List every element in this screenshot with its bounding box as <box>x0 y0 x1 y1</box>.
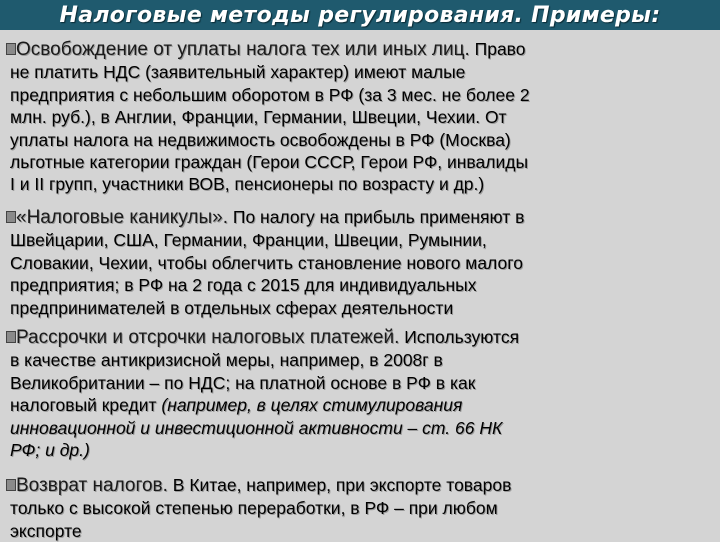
bullet-line <box>6 394 714 416</box>
bullet-heading: «Налоговые каникулы». <box>16 207 228 228</box>
bullet-text: Используются <box>399 327 520 347</box>
bullet-tax-refund <box>6 474 714 542</box>
bullet-text: налоговый кредит <box>10 395 157 416</box>
bullet-marker-icon <box>6 43 16 55</box>
bullet-line: не платить НДС (заявительный характер) имеют малые <box>10 62 466 83</box>
bullet-line <box>6 474 714 497</box>
bullet-text: В Китае, например, при экспорте товаров <box>167 475 512 495</box>
bullet-marker-icon <box>6 479 16 491</box>
bullet-line: инновационной и инвестиционной активности – ст. 66 НК <box>10 417 503 438</box>
bullet-line: I и II групп, участники ВОВ, пенсионеры по возрасту и др.) <box>10 174 485 195</box>
bullet-line: Великобритании – по НДС; на платной основе в РФ в как <box>10 372 476 393</box>
bullet-line: только с высокой степенью переработки, в РФ – при любом <box>10 498 498 519</box>
slide-title: Налоговые методы регулирования. Примеры: <box>59 2 661 28</box>
bullet-line <box>6 206 714 229</box>
bullet-line: уплаты налога на недвижимость освобождены в РФ (Москва) <box>10 129 511 150</box>
bullet-installments-deferrals <box>6 326 714 461</box>
bullet-line: Швейцарии, США, Германии, Франции, Швеции, Румынии, <box>10 230 487 251</box>
bullet-line: предприятия с небольшим оборотом в РФ (за 3 мес. не более 2 <box>10 84 530 105</box>
bullet-line: предпринимателей в отдельных сферах деятельности <box>10 297 454 318</box>
bullet-line: в качестве антикризисной меры, например, в 2008г в <box>10 350 443 371</box>
bullet-line <box>6 38 714 61</box>
bullet-italic-text: (например, в целях стимулирования <box>156 395 463 416</box>
bullet-line: предприятия; в РФ на 2 года с 2015 для индивидуальных <box>10 275 477 296</box>
bullet-line: Словакии, Чехии, чтобы облегчить становление нового малого <box>10 252 523 273</box>
bullet-line: экспорте <box>10 520 82 541</box>
bullet-heading: Освобождение от уплаты налога тех или иных лиц. <box>16 39 470 60</box>
bullet-line <box>6 326 714 349</box>
bullet-marker-icon <box>6 331 16 343</box>
bullet-line: РФ; и др.) <box>10 440 90 461</box>
bullet-heading: Возврат налогов. <box>16 475 168 496</box>
bullet-marker-icon <box>6 211 16 223</box>
slide-title-bar <box>0 0 720 30</box>
bullet-tax-exemption <box>6 38 714 196</box>
bullet-line: млн. руб.), в Англии, Франции, Германии, Швеции, Чехии. От <box>10 107 507 128</box>
bullet-text: Право <box>469 39 526 59</box>
bullet-tax-holidays <box>6 206 714 319</box>
bullet-heading: Рассрочки и отсрочки налоговых платежей. <box>16 327 400 348</box>
bullet-line: льготные категории граждан (Герои СССР, Герои РФ, инвалиды <box>10 152 529 173</box>
bullet-text: По налогу на прибыль применяют в <box>228 207 525 227</box>
